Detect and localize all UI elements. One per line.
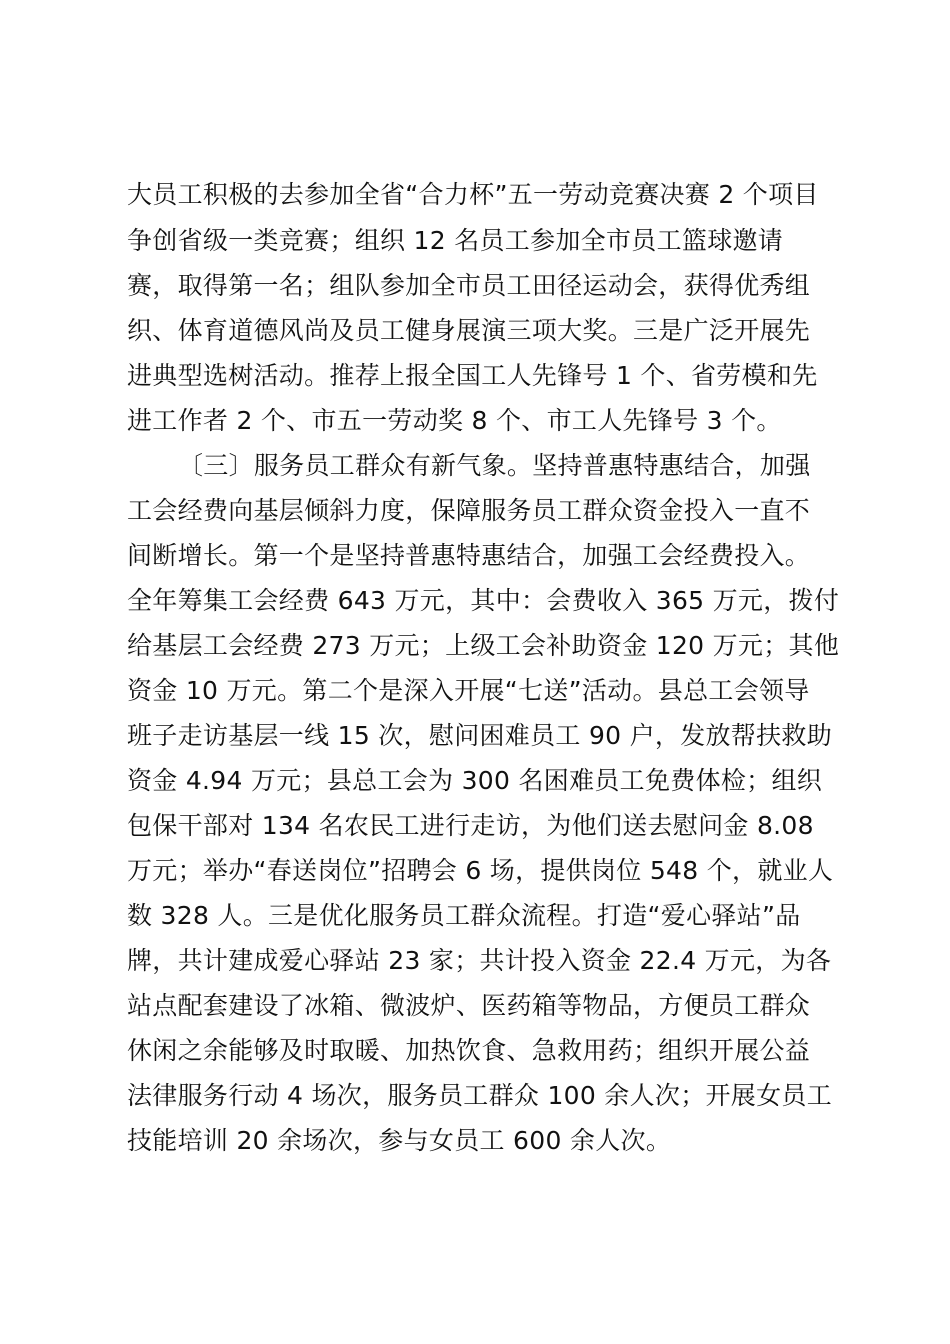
text-line: 间断增长。第一个是坚持普惠特惠结合，加强工会经费投入。	[127, 541, 811, 570]
text-line: 法律服务行动 4 场次，服务员工群众 100 余人次；开展女员工	[127, 1081, 833, 1110]
text-line: 休闲之余能够及时取暖、加热饮食、急救用药；组织开展公益	[127, 1036, 811, 1065]
text-line: 资金 4.94 万元；县总工会为 300 名困难员工免费体检；组织	[127, 766, 823, 795]
text-line: 大员工积极的去参加全省“合力杯”五一劳动竞赛决赛 2 个项目	[127, 180, 819, 209]
text-line: 班子走访基层一线 15 次，慰问困难员工 90 户，发放帮扶救助	[127, 721, 833, 750]
paragraph-first-line: 〔三〕服务员工群众有新气象。坚持普惠特惠结合，加强	[178, 451, 811, 480]
text-line: 工会经费向基层倾斜力度，保障服务员工群众资金投入一直不	[127, 496, 811, 525]
text-line: 包保干部对 134 名农民工进行走访，为他们送去慰问金 8.08	[127, 811, 814, 840]
text-line: 站点配套建设了冰箱、微波炉、医药箱等物品，方便员工群众	[127, 991, 811, 1020]
text-line: 牌，共计建成爱心驿站 23 家；共计投入资金 22.4 万元，为各	[127, 946, 832, 975]
text-line: 资金 10 万元。第二个是深入开展“七送”活动。县总工会领导	[127, 676, 810, 705]
text-line: 进典型选树活动。推荐上报全国工人先锋号 1 个、省劳模和先	[127, 361, 818, 390]
text-line: 万元；举办“春送岗位”招聘会 6 场，提供岗位 548 个，就业人	[127, 856, 834, 885]
text-line: 全年筹集工会经费 643 万元，其中：会费收入 365 万元，拨付	[127, 586, 840, 615]
text-line: 赛，取得第一名；组队参加全市员工田径运动会，获得优秀组	[127, 271, 811, 300]
text-line: 数 328 人。三是优化服务员工群众流程。打造“爱心驿站”品	[127, 901, 801, 930]
text-line: 技能培训 20 余场次，参与女员工 600 余人次。	[127, 1126, 672, 1155]
text-line: 织、体育道德风尚及员工健身展演三项大奖。三是广泛开展先	[127, 316, 811, 345]
text-line: 给基层工会经费 273 万元；上级工会补助资金 120 万元；其他	[127, 631, 840, 660]
text-line: 争创省级一类竞赛；组织 12 名员工参加全市员工篮球邀请	[127, 226, 784, 255]
text-line: 进工作者 2 个、市五一劳动奖 8 个、市工人先锋号 3 个。	[127, 406, 782, 435]
